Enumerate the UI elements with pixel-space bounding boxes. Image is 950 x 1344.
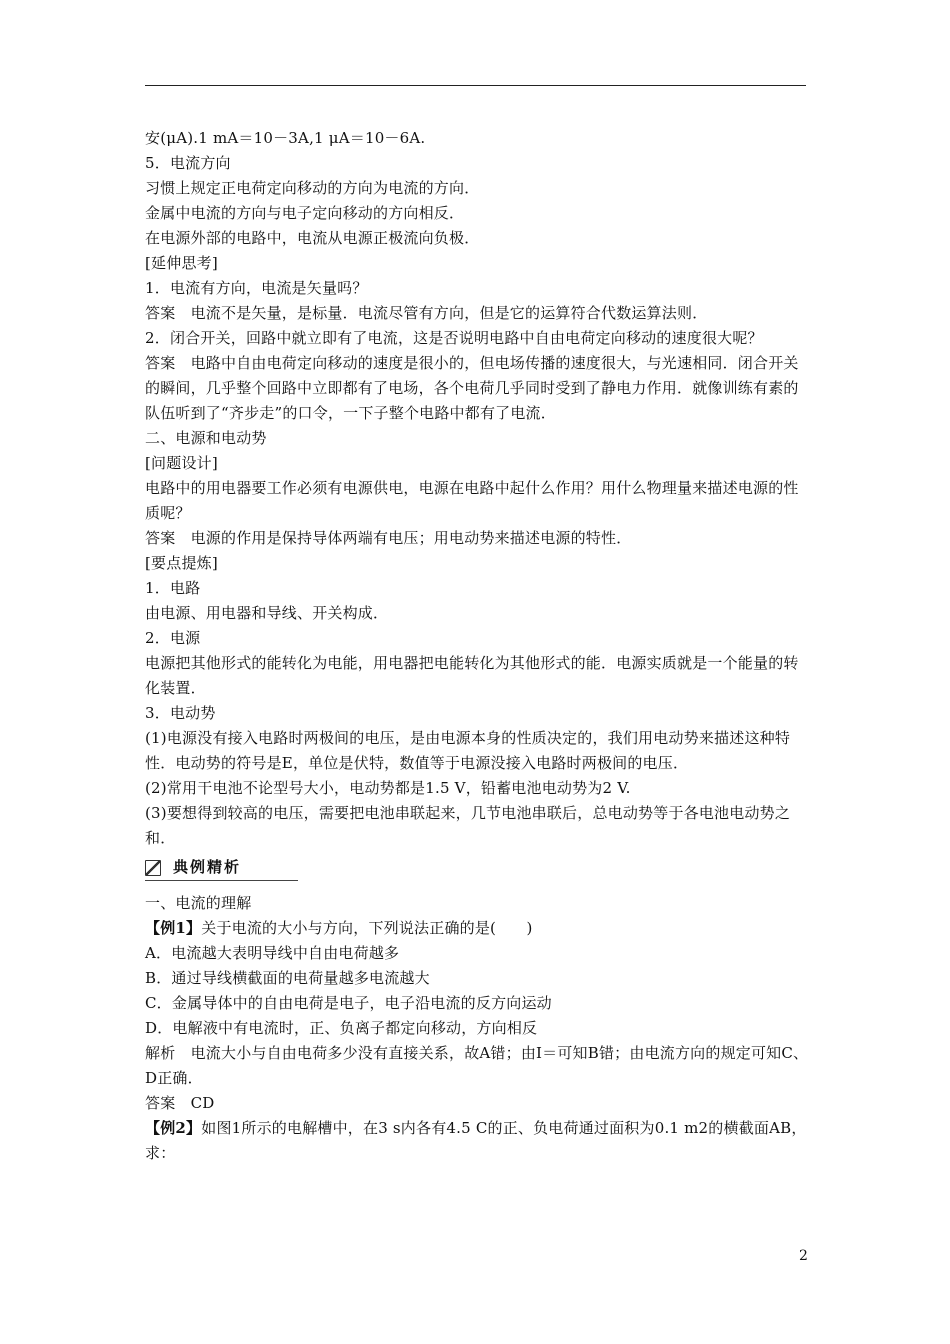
- section-underline: [145, 880, 298, 881]
- text-paragraph: (1)电源没有接入电路时两极间的电压，是由电源本身的性质决定的，我们用电动势来描述这种特性．电动势的符号是E，单位是伏特，数值等于电源没接入电路时两极间的电压．: [145, 729, 791, 772]
- option-d: D．电解液中有电流时，正、负离子都定向移动，方向相反: [145, 1019, 538, 1037]
- page-number: 2: [799, 1248, 808, 1264]
- text-line: 安(μA).1 mA＝10－3A,1 μA＝10－6A.: [145, 129, 426, 147]
- text-line: 在电源外部的电路中，电流从电源正极流向负极．: [145, 229, 480, 247]
- text-line: 金属中电流的方向与电子定向移动的方向相反．: [145, 204, 465, 222]
- text-line: 答案 电源的作用是保持导体两端有电压；用电动势来描述电源的特性．: [145, 529, 632, 547]
- text-paragraph: (3)要想得到较高的电压，需要把电池串联起来，几节电池串联后，总电动势等于各电池电动势之和．: [145, 804, 791, 847]
- text-line: 习惯上规定正电荷定向移动的方向为电流的方向．: [145, 179, 480, 197]
- text-line: [要点提炼]: [145, 554, 218, 572]
- analysis-text: 解析 电流大小与自由电荷多少没有直接关系，故A错；由I＝可知B错；由电流方向的规定可知C、D正确．: [145, 1044, 809, 1087]
- text-line: (2)常用干电池不论型号大小，电动势都是1.5 V，铅蓄电池电动势为2 V.: [145, 779, 631, 797]
- page-content: [145, 126, 810, 1166]
- example-question: [145, 1116, 810, 1166]
- text-line: 1．电流有方向，电流是矢量吗？: [145, 279, 368, 297]
- text-paragraph: 电源把其他形式的能转化为电能，用电器把电能转化为其他形式的能．电源实质就是一个能量的转化装置．: [145, 654, 799, 697]
- text-line: 由电源、用电器和导线、开关构成．: [145, 604, 389, 622]
- section-title: 典例精析: [173, 858, 242, 876]
- question-text: 如图1所示的电解槽中，在3 s内各有4.5 C的正、负电荷通过面积为0.1 m2的横截面AB，求：: [145, 1119, 807, 1162]
- section-banner: [145, 855, 810, 885]
- example-label: 【例2】: [145, 1119, 202, 1137]
- section-heading: 二、电源和电动势: [145, 429, 267, 447]
- text-line: 2．电源: [145, 629, 201, 647]
- option-a: A．电流越大表明导线中自由电荷越多: [145, 944, 400, 962]
- text-paragraph: 答案 电路中自由电荷定向移动的速度是很小的，但电场传播的速度很大，与光速相同．闭合开关的瞬间，几乎整个回路中立即都有了电场，各个电荷几乎同时受到了静电力作用．就像训练有素的队伍听到了“齐步走”的口令，一下子整个电路中都有了电流．: [145, 354, 799, 422]
- answer-text: 答案 CD: [145, 1094, 215, 1112]
- example-question: [145, 916, 810, 941]
- text-paragraph: 电路中的用电器要工作必须有电源供电，电源在电路中起什么作用？用什么物理量来描述电源的性质呢？: [145, 479, 799, 522]
- example-label: 【例1】: [145, 919, 202, 937]
- question-text: 关于电流的大小与方向，下列说法正确的是( ): [201, 919, 533, 937]
- option-c: C．金属导体中的自由电荷是电子，电子沿电流的反方向运动: [145, 994, 552, 1012]
- header-rule: [145, 85, 806, 86]
- text-line: 5．电流方向: [145, 154, 231, 172]
- text-line: [问题设计]: [145, 454, 218, 472]
- text-line: 3．电动势: [145, 704, 216, 722]
- text-line: [延伸思考]: [145, 254, 218, 272]
- option-b: B．通过导线横截面的电荷量越多电流越大: [145, 969, 430, 987]
- text-line: 2．闭合开关，回路中就立即有了电流，这是否说明电路中自由电荷定向移动的速度很大呢？: [145, 329, 763, 347]
- section-marker-icon: [145, 860, 161, 876]
- text-line: 1．电路: [145, 579, 201, 597]
- sub-heading: 一、电流的理解: [145, 894, 252, 912]
- text-line: 答案 电流不是矢量，是标量．电流尽管有方向，但是它的运算符合代数运算法则．: [145, 304, 708, 322]
